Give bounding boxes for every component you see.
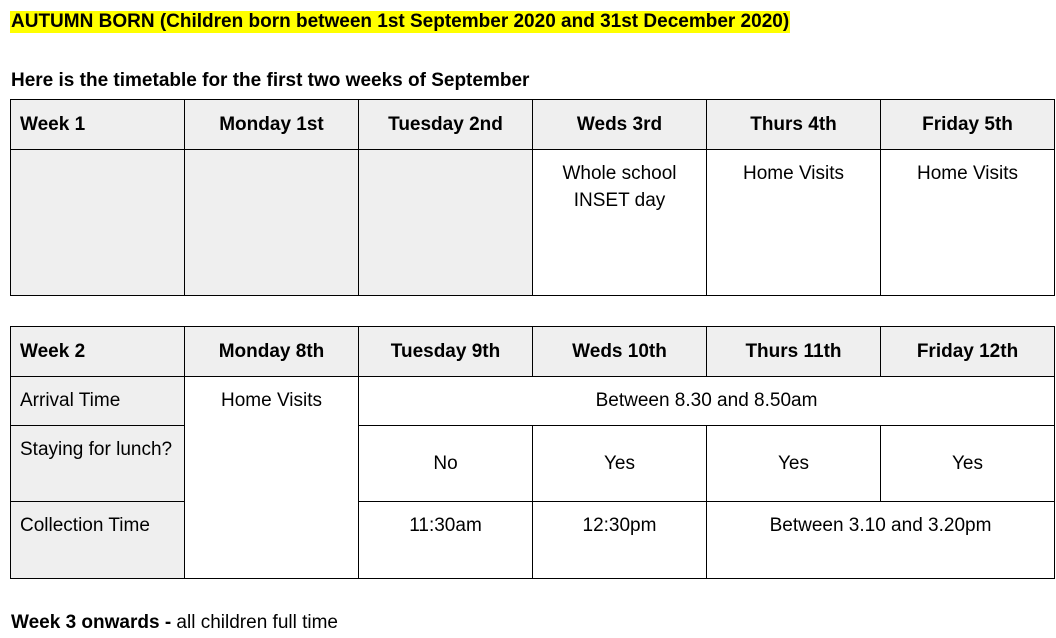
week1-cell-thursday: Home Visits bbox=[707, 150, 881, 296]
week1-timetable bbox=[10, 99, 1055, 296]
collection-thursday-friday: Between 3.10 and 3.20pm bbox=[707, 502, 1055, 579]
arrival-time-label: Arrival Time bbox=[11, 377, 185, 426]
lunch-wednesday: Yes bbox=[533, 426, 707, 502]
week1-cell-label bbox=[11, 150, 185, 296]
collection-wednesday: 12:30pm bbox=[533, 502, 707, 579]
week1-cell-monday bbox=[185, 150, 359, 296]
arrival-time-row bbox=[11, 377, 1055, 426]
timetable-intro: Here is the timetable for the first two weeks of September bbox=[11, 70, 530, 91]
lunch-label: Staying for lunch? bbox=[11, 426, 185, 502]
week2-header-monday: Monday 8th bbox=[185, 327, 359, 377]
week3-note-label: Week 3 onwards - bbox=[11, 612, 172, 633]
week1-header-week: Week 1 bbox=[11, 100, 185, 150]
lunch-tuesday: No bbox=[359, 426, 533, 502]
week1-cell-tuesday bbox=[359, 150, 533, 296]
week3-note bbox=[11, 612, 338, 634]
week1-header-row bbox=[11, 100, 1055, 150]
week2-header-thursday: Thurs 11th bbox=[707, 327, 881, 377]
week2-header-wednesday: Weds 10th bbox=[533, 327, 707, 377]
week3-note-text: all children full time bbox=[171, 612, 338, 633]
week1-schedule-row bbox=[11, 150, 1055, 296]
page-title: AUTUMN BORN (Children born between 1st September 2020 and 31st December 2020) bbox=[11, 11, 790, 32]
week1-header-wednesday: Weds 3rd bbox=[533, 100, 707, 150]
week1-header-thursday: Thurs 4th bbox=[707, 100, 881, 150]
week2-header-friday: Friday 12th bbox=[881, 327, 1055, 377]
lunch-thursday: Yes bbox=[707, 426, 881, 502]
collection-time-label: Collection Time bbox=[11, 502, 185, 579]
week1-cell-friday: Home Visits bbox=[881, 150, 1055, 296]
week2-timetable bbox=[10, 326, 1055, 579]
collection-time-row bbox=[11, 502, 1055, 579]
arrival-time-value: Between 8.30 and 8.50am bbox=[359, 377, 1055, 426]
week1-header-tuesday: Tuesday 2nd bbox=[359, 100, 533, 150]
week2-monday-home-visits: Home Visits bbox=[185, 377, 359, 579]
week1-cell-wednesday: Whole school INSET day bbox=[533, 150, 707, 296]
week2-header-tuesday: Tuesday 9th bbox=[359, 327, 533, 377]
week1-header-friday: Friday 5th bbox=[881, 100, 1055, 150]
lunch-row bbox=[11, 426, 1055, 502]
week1-header-monday: Monday 1st bbox=[185, 100, 359, 150]
lunch-friday: Yes bbox=[881, 426, 1055, 502]
week2-header-week: Week 2 bbox=[11, 327, 185, 377]
collection-tuesday: 11:30am bbox=[359, 502, 533, 579]
week2-header-row bbox=[11, 327, 1055, 377]
